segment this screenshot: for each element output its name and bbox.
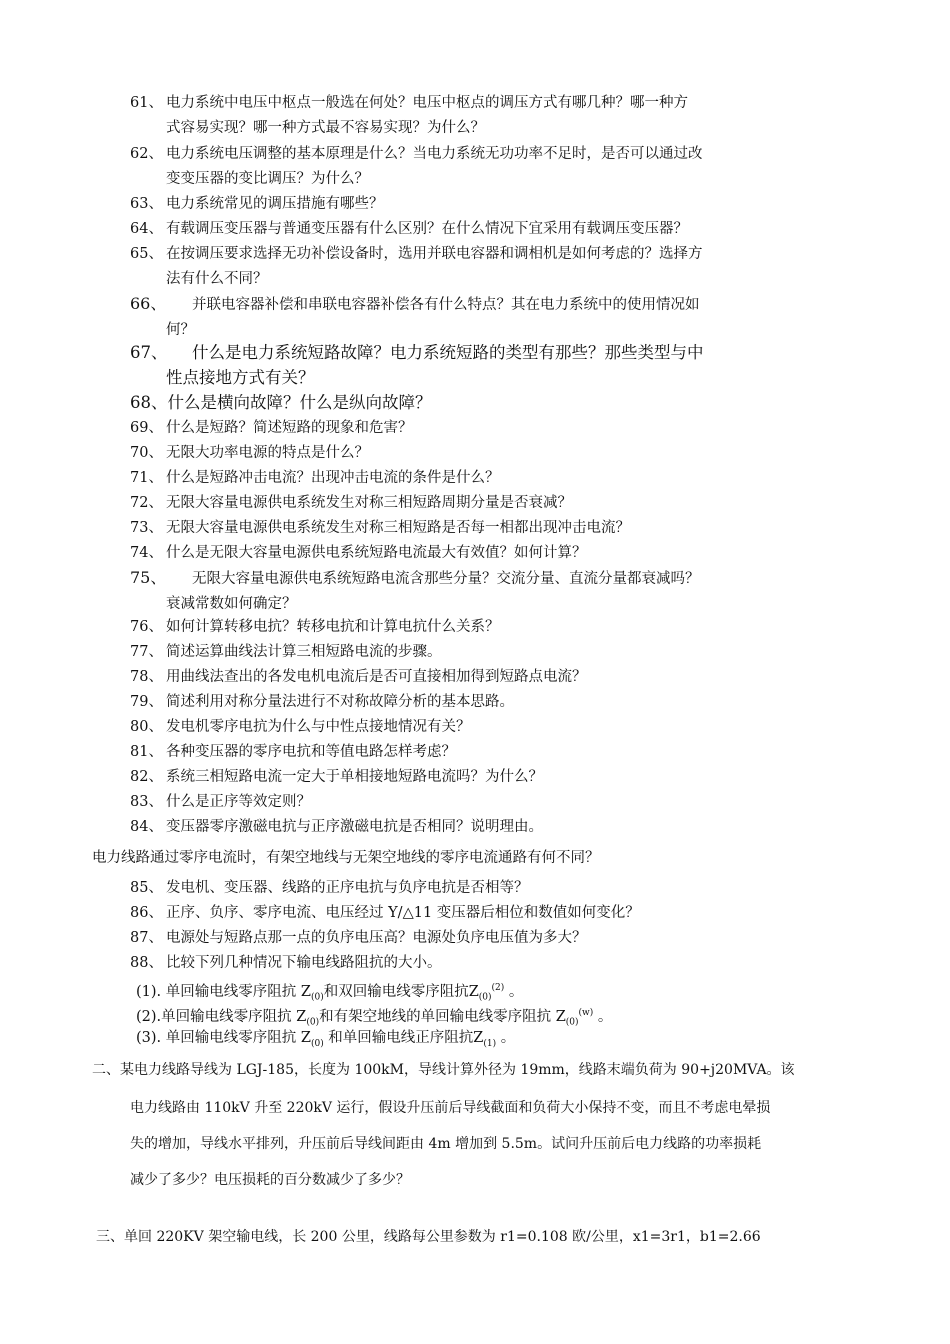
question-64 <box>130 217 810 242</box>
question-number: 86、 <box>130 905 163 921</box>
question-76 <box>130 615 810 640</box>
question-66 <box>130 292 810 342</box>
question-text: 并联电容器补偿和串联电容器补偿各有什么特点？其在电力系统中的使用情况如 <box>192 297 700 313</box>
question-number: 82、 <box>130 769 163 785</box>
sub-item-number: (3). <box>136 1030 162 1046</box>
sub-item-text-b: 和有架空地线的单回输电线零序阻抗 Z <box>319 1008 566 1025</box>
question-text: 发电机零序电抗为什么与中性点接地情况有关？ <box>166 719 471 735</box>
question-text: 如何计算转移电抗？转移电抗和计算电抗什么关系？ <box>166 619 500 635</box>
question-85 <box>130 876 810 901</box>
question-72 <box>130 491 810 516</box>
question-number: 77、 <box>130 644 163 660</box>
question-continuation: 性点接地方式有关？ <box>166 367 315 387</box>
question-number: 76、 <box>130 619 163 635</box>
subscript: (0) <box>478 992 492 1003</box>
question-80 <box>130 715 810 740</box>
question-text: 无限大容量电源供电系统短路电流含那些分量？交流分量、直流分量都衰减吗？ <box>192 571 700 587</box>
question-continuation: 衰减常数如何确定？ <box>166 595 297 612</box>
sub-item-text-a: 单回输电线零序阻抗 Z <box>161 1008 307 1025</box>
problem-3 <box>96 1225 761 1249</box>
question-text: 什么是无限大容量电源供电系统短路电流最大有效值？如何计算？ <box>166 545 587 561</box>
question-number: 88、 <box>130 955 163 971</box>
sub-item-number: (1). <box>136 983 162 1000</box>
problem-2-label: 二、 <box>92 1062 120 1078</box>
question-67 <box>130 341 810 390</box>
question-number: 84、 <box>130 819 163 835</box>
question-71 <box>130 466 810 491</box>
problem-2-line: 电力线路由 110kV 升至 220kV 运行，假设升压前后导线截面和负荷大小保持不变，而且不考虑电晕损 <box>130 1100 771 1116</box>
subscript: (0) <box>306 1017 320 1028</box>
question-text: 电源处与短路点那一点的负序电压高？电源处负序电压值为多大？ <box>166 930 587 946</box>
question-75 <box>130 566 810 616</box>
problem-2-line: 失的增加，导线水平排列，升压前后导线间距由 4m 增加到 5.5m。试问升压前后电力线路的功率损耗 <box>130 1136 762 1152</box>
question-86 <box>130 901 810 926</box>
sub-item-end: 。 <box>508 983 524 1000</box>
question-73 <box>130 516 810 541</box>
sub-item-3 <box>136 1026 515 1056</box>
question-number: 75、 <box>130 568 167 587</box>
question-70 <box>130 441 810 466</box>
question-number: 78、 <box>130 669 163 685</box>
question-number: 67、 <box>130 343 168 362</box>
question-number: 80、 <box>130 719 163 735</box>
question-text: 什么是短路？简述短路的现象和危害？ <box>166 420 413 436</box>
question-88 <box>130 951 810 976</box>
question-text: 什么是正序等效定则？ <box>166 794 311 810</box>
question-number: 66、 <box>130 294 167 313</box>
sub-item-end: 。 <box>500 1030 516 1046</box>
sub-item-text-b: 和单回输电线正序阻抗Z <box>323 1030 484 1046</box>
question-text: 变压器零序激磁电抗与正序激磁电抗是否相同？说明理由。 <box>166 819 543 835</box>
question-text: 无限大功率电源的特点是什么？ <box>166 445 369 461</box>
question-81 <box>130 740 810 765</box>
sub-item-number: (2). <box>136 1008 162 1025</box>
question-87 <box>130 926 810 951</box>
question-text: 什么是电力系统短路故障？电力系统短路的类型有那些？那些类型与中 <box>192 343 704 362</box>
question-text: 无限大容量电源供电系统发生对称三相短路是否每一相都出现冲击电流？ <box>166 520 630 536</box>
question-61 <box>130 91 810 140</box>
problem-3-text: 单回 220KV 架空输电线，长 200 公里，线路每公里参数为 r1=0.108 欧/公里，x1=3r1，b1=2.66 <box>124 1229 761 1245</box>
question-continuation: 法有什么不同？ <box>166 270 268 287</box>
superscript: (2) <box>491 983 505 993</box>
question-number: 65、 <box>130 246 163 262</box>
question-65 <box>130 242 810 291</box>
question-text: 有载调压变压器与普通变压器有什么区别？在什么情况下宜采用有载调压变压器？ <box>166 221 688 237</box>
question-text: 用曲线法查出的各发电机电流后是否可直接相加得到短路点电流？ <box>166 669 587 685</box>
question-number: 72、 <box>130 495 163 511</box>
question-text: 电力系统中电压中枢点一般选在何处？电压中枢点的调压方式有哪几种？哪一种方 <box>166 95 688 111</box>
sub-item-text-b: 和双回输电线零序阻抗Z <box>323 983 479 1000</box>
question-68 <box>130 391 810 416</box>
question-62 <box>130 142 810 191</box>
question-74 <box>130 541 810 566</box>
question-text: 各种变压器的零序电抗和等值电路怎样考虑？ <box>166 744 456 760</box>
question-text: 无限大容量电源供电系统发生对称三相短路周期分量是否衰减？ <box>166 495 572 511</box>
question-79 <box>130 690 810 715</box>
question-text: 发电机、变压器、线路的正序电抗与负序电抗是否相等？ <box>166 880 529 896</box>
problem-2-first-line <box>92 1058 795 1082</box>
question-number: 87、 <box>130 930 163 946</box>
question-63 <box>130 192 810 217</box>
question-text: 比较下列几种情况下输电线路阻抗的大小。 <box>166 955 442 971</box>
question-text: 简述利用对称分量法进行不对称故障分析的基本思路。 <box>166 694 514 710</box>
question-number: 62、 <box>130 146 163 162</box>
question-text: 电力系统电压调整的基本原理是什么？当电力系统无功功率不足时，是否可以通过改 <box>166 146 703 162</box>
question-number: 70、 <box>130 445 163 461</box>
sub-item-end: 。 <box>597 1008 613 1025</box>
question-number: 71、 <box>130 470 163 486</box>
question-text: 正序、负序、零序电流、电压经过 Y/△11 变压器后相位和数值如何变化？ <box>166 905 640 921</box>
question-number: 63、 <box>130 196 163 212</box>
question-text: 什么是横向故障？什么是纵向故障？ <box>167 393 432 412</box>
question-82 <box>130 765 810 790</box>
subscript: (0) <box>310 992 324 1003</box>
question-number: 85、 <box>130 880 163 896</box>
subscript: (0) <box>310 1038 324 1049</box>
standalone-question: 电力线路通过零序电流时，有架空地线与无架空地线的零序电流通路有何不同？ <box>92 850 600 866</box>
question-number: 83、 <box>130 794 163 810</box>
problem-2-line: 减少了多少？电压损耗的百分数减少了多少？ <box>130 1172 410 1188</box>
subscript: (0) <box>565 1017 579 1028</box>
question-number: 81、 <box>130 744 163 760</box>
question-83 <box>130 790 810 815</box>
question-continuation: 何？ <box>166 321 195 338</box>
question-84 <box>130 815 810 840</box>
question-69 <box>130 416 810 441</box>
question-text: 系统三相短路电流一定大于单相接地短路电流吗？为什么？ <box>166 769 543 785</box>
question-78 <box>130 665 810 690</box>
question-77 <box>130 640 810 665</box>
sub-item-text-a: 单回输电线零序阻抗 Z <box>165 1030 311 1046</box>
question-number: 69、 <box>130 420 163 436</box>
superscript: (w) <box>578 1008 594 1018</box>
question-text: 简述运算曲线法计算三相短路电流的步骤。 <box>166 644 442 660</box>
question-number: 64、 <box>130 221 163 237</box>
question-text: 什么是短路冲击电流？出现冲击电流的条件是什么？ <box>166 470 500 486</box>
question-number: 73、 <box>130 520 163 536</box>
question-continuation: 变变压器的变比调压？为什么？ <box>166 170 369 187</box>
question-continuation: 式容易实现？哪一种方式最不容易实现？为什么？ <box>166 119 485 136</box>
question-number: 61、 <box>130 95 163 111</box>
question-text: 在按调压要求选择无功补偿设备时，选用并联电容器和调相机是如何考虑的？选择方 <box>166 246 703 262</box>
question-number: 74、 <box>130 545 163 561</box>
question-text: 电力系统常见的调压措施有哪些？ <box>166 196 384 212</box>
question-number: 79、 <box>130 694 163 710</box>
question-number: 68、 <box>130 393 168 412</box>
subscript: (1) <box>483 1038 497 1049</box>
sub-item-text-a: 单回输电线零序阻抗 Z <box>165 983 311 1000</box>
problem-3-label: 三、 <box>96 1229 124 1245</box>
problem-2-text: 某电力线路导线为 LGJ-185，长度为 100kM，导线计算外径为 19mm，线路末端负荷为 90+j20MVA。该 <box>120 1062 795 1078</box>
